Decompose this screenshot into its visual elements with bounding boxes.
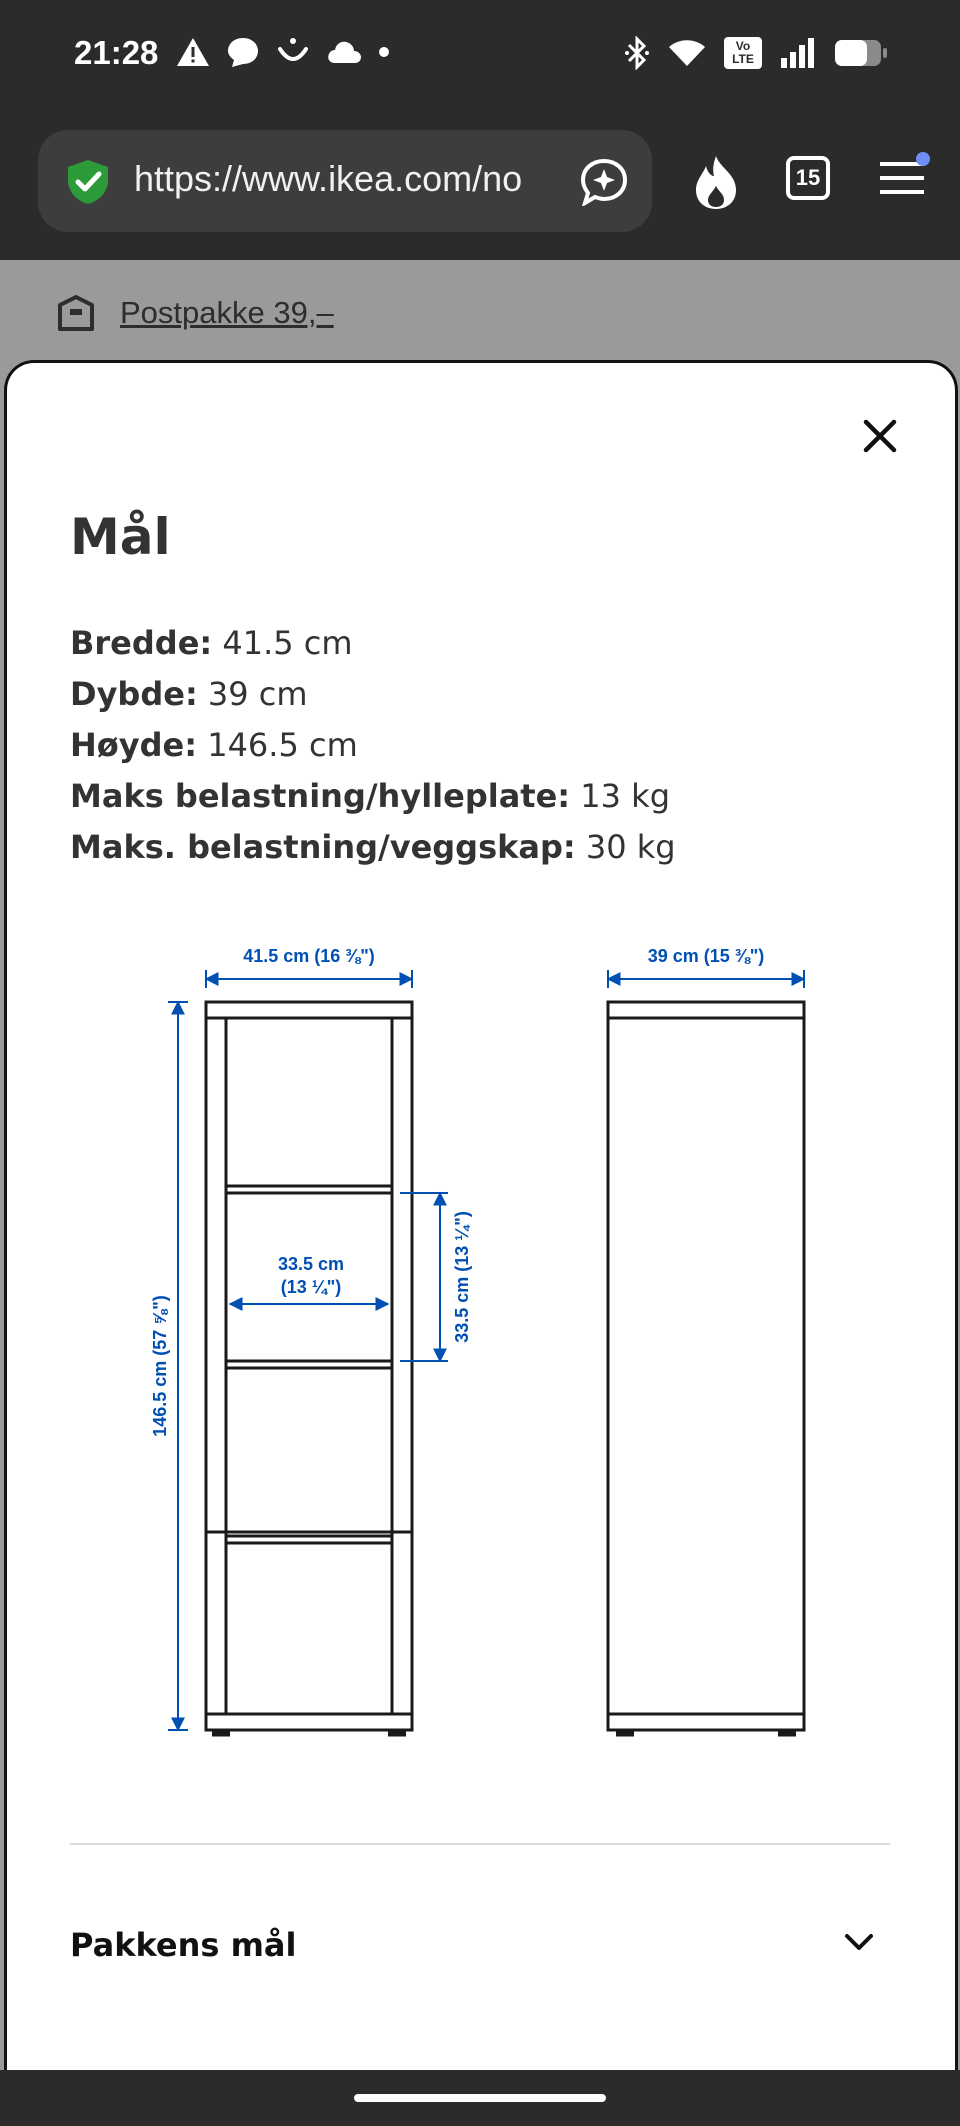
wifi-icon xyxy=(668,38,706,68)
status-right-icons xyxy=(624,36,888,70)
spec-label: Maks. belastning/veggskap: xyxy=(70,828,576,866)
notification-dot xyxy=(916,152,930,166)
spec-row xyxy=(70,618,676,669)
battery-icon xyxy=(834,38,888,68)
tabs-button[interactable]: 15 xyxy=(786,156,830,200)
section-divider xyxy=(70,1843,890,1845)
status-time: 21:28 xyxy=(74,34,159,71)
home-gesture-bar[interactable] xyxy=(354,2094,606,2102)
signal-icon xyxy=(780,38,816,68)
browser-toolbar xyxy=(0,112,960,260)
spec-label: Høyde: xyxy=(70,726,198,764)
spec-value: 13 kg xyxy=(580,777,670,815)
spec-label: Dybde: xyxy=(70,675,198,713)
sheet-title: Mål xyxy=(70,508,171,566)
spec-list xyxy=(70,618,676,873)
chat-bubble-icon xyxy=(226,36,260,68)
fire-icon[interactable] xyxy=(692,154,740,210)
volte-icon xyxy=(724,37,762,69)
spec-value: 41.5 cm xyxy=(222,624,353,662)
spec-value: 30 kg xyxy=(585,828,676,866)
inner-width-label-inch: (13 ¼") xyxy=(280,1277,342,1297)
inner-height-label: 33.5 cm (13 ¼") xyxy=(452,1211,472,1343)
inner-width-label: 33.5 cm xyxy=(277,1254,345,1274)
depth-dimension-label: 39 cm (15 ⅜") xyxy=(647,946,765,966)
volte-label: Vo LTE xyxy=(732,39,754,66)
side-view xyxy=(608,1002,804,1734)
assistant-chat-icon[interactable] xyxy=(580,158,628,206)
spec-row xyxy=(70,669,676,720)
spec-row xyxy=(70,822,676,873)
package-dimensions-accordion[interactable]: Pakkens mål xyxy=(70,1926,297,1964)
dimension-lines xyxy=(168,970,804,1730)
package-icon xyxy=(56,295,96,331)
width-dimension-label: 41.5 cm (16 ⅜") xyxy=(243,946,375,966)
menu-icon[interactable] xyxy=(880,160,924,196)
front-view xyxy=(206,1002,412,1734)
address-bar[interactable] xyxy=(38,130,652,232)
cloud-icon xyxy=(326,39,362,65)
height-dimension-label: 146.5 cm (57 ⅝") xyxy=(150,1295,170,1437)
close-icon[interactable] xyxy=(858,414,902,458)
shipping-text[interactable]: Postpakke 39,– xyxy=(120,295,334,330)
spec-label: Maks belastning/hylleplate: xyxy=(70,777,571,815)
spec-label: Bredde: xyxy=(70,624,213,662)
smile-icon xyxy=(276,37,310,67)
status-left-icons xyxy=(176,36,390,68)
shipping-link[interactable] xyxy=(56,295,334,331)
status-bar xyxy=(0,0,960,112)
spec-value: 39 cm xyxy=(207,675,308,713)
spec-row xyxy=(70,771,676,822)
spec-value: 146.5 cm xyxy=(207,726,358,764)
warning-icon xyxy=(176,37,210,67)
chevron-down-icon[interactable] xyxy=(844,1932,874,1952)
bluetooth-icon xyxy=(624,36,650,70)
url-text[interactable]: https://www.ikea.com/no xyxy=(134,158,523,199)
shield-check-icon xyxy=(64,158,112,206)
dimension-drawing xyxy=(70,930,890,1750)
dot-icon xyxy=(378,46,390,58)
spec-row xyxy=(70,720,676,771)
